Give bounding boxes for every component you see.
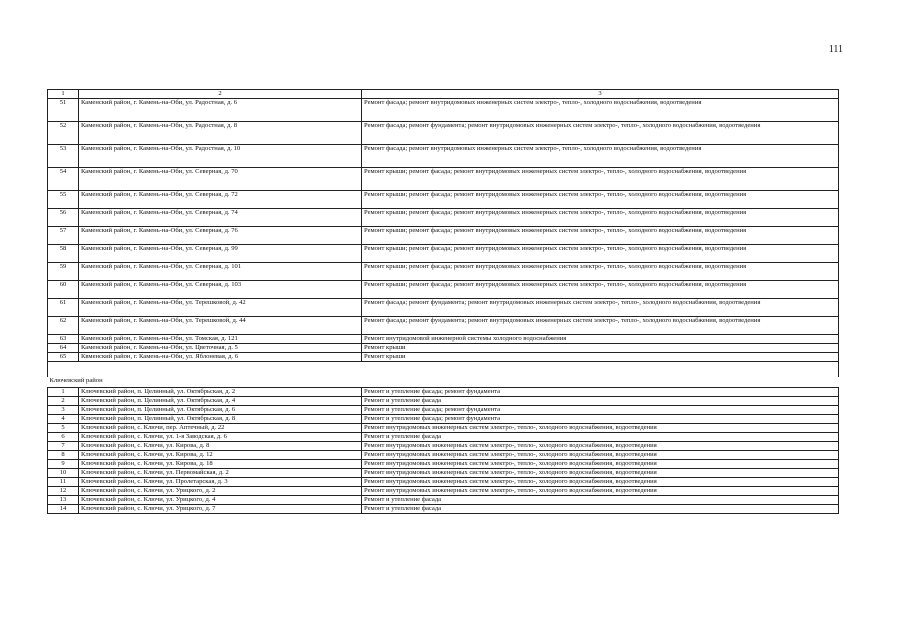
row-address: Ключевский район, с. Ключи, ул. Урицкого, д. 4 [79,496,362,505]
column-header-address: 2 [79,90,362,99]
row-works: Ремонт и утепление фасада; ремонт фундамента [362,388,839,397]
row-works: Ремонт фасада; ремонт внутридомовых инженерных систем электро-, тепло-, холодного водоснабжения, водоотведения [362,99,839,122]
row-works: Ремонт и утепление фасада [362,505,839,514]
row-address: Ключевский район, с. Ключи, ул. Первомайская, д. 2 [79,469,362,478]
table-row [48,505,839,514]
section-spacer-cell [48,362,839,378]
row-number: 51 [48,99,79,122]
row-address: Каменский район, г. Камень-на-Оби, ул. Северная, д. 99 [79,245,362,263]
section-heading-row [48,377,839,388]
table-row [48,281,839,299]
row-number: 4 [48,415,79,424]
row-number: 11 [48,478,79,487]
table-body [48,90,839,514]
row-address: Ключевский район, с. Ключи, ул. Кирова, д. 8 [79,442,362,451]
row-address: Ключевский район, с. Ключи, пер. Аптечный, д. 22 [79,424,362,433]
row-address: Квменский район, г. Камень-на-Оби, ул. Яблоневая, д. 6 [79,353,362,362]
row-number: 61 [48,299,79,317]
table-row [48,122,839,145]
row-works: Ремонт внутридомовых инженерных систем электро-, тепло-, холодного водоснабжения, водоотведения [362,487,839,496]
row-address: Каменский район, г. Камень-на-Оби, ул. Северная, д. 76 [79,227,362,245]
row-address: Каменский район, г. Камень-на-Оби, ул. Цветочная, д. 5 [79,344,362,353]
table-row [48,496,839,505]
row-number: 58 [48,245,79,263]
row-works: Ремонт внутридомовых инженерных систем электро-, тепло-, холодного водоснабжения, водоотведения [362,469,839,478]
row-works: Ремонт внутридомовых инженерных систем электро-, тепло-, холодного водоснабжения, водоотведения [362,478,839,487]
table-row [48,415,839,424]
row-number: 62 [48,317,79,335]
row-address: Ключевский район, п. Целинный, ул. Октябрьская, д. 2 [79,388,362,397]
row-works: Ремонт крыши; ремонт фасада; ремонт внутридомовых инженерных систем электро-, тепло-, холодного водоснабжения, водоотведения [362,209,839,227]
row-address: Ключевский район, с. Ключи, ул. Кирова, д. 12 [79,451,362,460]
table-row [48,245,839,263]
table-row [48,317,839,335]
table-row [48,442,839,451]
row-works: Ремонт крыши [362,353,839,362]
row-address: Ключевский район, с. Ключи, ул. Кирова, д. 18 [79,460,362,469]
table-row [48,487,839,496]
table-row [48,478,839,487]
row-number: 63 [48,335,79,344]
table-row [48,209,839,227]
table-row [48,145,839,168]
row-address: Каменский район, г. Камень-на-Оби, ул. Радостная, д. 8 [79,122,362,145]
row-address: Ключевский район, с. Ключи, ул. Урицкого, д. 7 [79,505,362,514]
column-header-number: 1 [48,90,79,99]
row-works: Ремонт и утепление фасада [362,496,839,505]
table-row [48,433,839,442]
row-works: Ремонт внутридомовых инженерных систем электро-, тепло-, холодного водоснабжения, водоотведения [362,451,839,460]
row-address: Ключевский район, с. Ключи, ул. Пролетарская, д. 3 [79,478,362,487]
row-number: 7 [48,442,79,451]
table-row [48,227,839,245]
row-address: Каменский район, г. Камень-на-Оби, ул. Радостная, д. 6 [79,99,362,122]
row-address: Ключевский район, п. Целинный, ул. Октябрьская, д. 8 [79,415,362,424]
row-address: Каменский район, г. Камень-на-Оби, ул. Томская, д. 121 [79,335,362,344]
repair-register-table [47,89,839,514]
row-works: Ремонт и утепление фасада; ремонт фундамента [362,406,839,415]
row-works: Ремонт крыши; ремонт фасада; ремонт внутридомовых инженерных систем электро-, тепло-, холодного водоснабжения, водоотведения [362,263,839,281]
table-row [48,406,839,415]
row-works: Ремонт крыши; ремонт фасада; ремонт внутридомовых инженерных систем электро-, тепло-, холодного водоснабжения, водоотведения [362,245,839,263]
table-row [48,388,839,397]
table-row [48,353,839,362]
row-address: Каменский район, г. Камень-на-Оби, ул. Северная, д. 70 [79,168,362,191]
table-row [48,397,839,406]
row-works: Ремонт крыши [362,344,839,353]
row-number: 14 [48,505,79,514]
page-number: 111 [828,44,843,55]
table-row [48,469,839,478]
table-row [48,424,839,433]
row-number: 57 [48,227,79,245]
row-works: Ремонт фасада; ремонт фундамента; ремонт внутридомовых инженерных систем электро-, тепло-, холодного водоснабжения, водоотведения [362,299,839,317]
table-header-row [48,90,839,99]
row-number: 59 [48,263,79,281]
row-address: Каменский район, г. Камень-на-Оби, ул. Радостная, д. 10 [79,145,362,168]
table-row [48,168,839,191]
row-works: Ремонт крыши; ремонт фасада; ремонт внутридомовых инженерных систем электро-, тепло-, холодного водоснабжения, водоотведения [362,191,839,209]
row-number: 53 [48,145,79,168]
row-number: 12 [48,487,79,496]
row-number: 13 [48,496,79,505]
section-heading: Ключевский район [48,377,839,388]
row-address: Каменский район, г. Камень-на-Оби, ул. Северная, д. 103 [79,281,362,299]
row-works: Ремонт внутридомовых инженерных систем электро-, тепло-, холодного водоснабжения, водоотведения [362,460,839,469]
row-number: 65 [48,353,79,362]
table-row [48,451,839,460]
row-number: 2 [48,397,79,406]
table-row [48,460,839,469]
row-works: Ремонт и утепление фасада [362,433,839,442]
row-number: 6 [48,433,79,442]
table-row [48,344,839,353]
row-number: 5 [48,424,79,433]
row-works: Ремонт крыши; ремонт фасада; ремонт внутридомовых инженерных систем электро-, тепло-, холодного водоснабжения, водоотведения [362,281,839,299]
row-address: Каменский район, г. Камень-на-Оби, ул. Терешковой, д. 42 [79,299,362,317]
row-works: Ремонт и утепление фасада; ремонт фундамента [362,415,839,424]
row-number: 55 [48,191,79,209]
row-works: Ремонт и утепление фасада [362,397,839,406]
row-works: Ремонт внутридомовых инженерных систем электро-, тепло-, холодного водоснабжения, водоотведения [362,442,839,451]
row-number: 8 [48,451,79,460]
row-works: Ремонт фасада; ремонт внутридомовых инженерных систем электро-, тепло-, холодного водоснабжения, водоотведения [362,145,839,168]
table-row [48,299,839,317]
row-number: 1 [48,388,79,397]
row-works: Ремонт внутридомовых инженерных систем электро-, тепло-, холодного водоснабжения, водоотведения [362,424,839,433]
row-number: 64 [48,344,79,353]
table-row [48,191,839,209]
row-works: Ремонт крыши; ремонт фасада; ремонт внутридомовых инженерных систем электро-, тепло-, холодного водоснабжения, водоотведения [362,227,839,245]
row-number: 60 [48,281,79,299]
row-number: 52 [48,122,79,145]
row-address: Ключевский район, п. Целинный, ул. Октябрьская, д. 4 [79,397,362,406]
row-number: 3 [48,406,79,415]
table-row [48,335,839,344]
row-address: Каменский район, г. Камень-на-Оби, ул. Северная, д. 72 [79,191,362,209]
row-number: 54 [48,168,79,191]
row-number: 56 [48,209,79,227]
table-row [48,263,839,281]
column-header-works: 3 [362,90,839,99]
row-address: Ключевский район, с. Ключи, ул. 1-я Заводская, д. 6 [79,433,362,442]
row-works: Ремонт крыши; ремонт фасада; ремонт внутридомовых инженерных систем электро-, тепло-, холодного водоснабжения, водоотведения [362,168,839,191]
row-address: Каменский район, г. Камень-на-Оби, ул. Терешковой, д. 44 [79,317,362,335]
row-address: Ключевский район, п. Целинный, ул. Октябрьская, д. 6 [79,406,362,415]
row-works: Ремонт фасада; ремонт фундамента; ремонт внутридомовых инженерных систем электро-, тепло-, холодного водоснабжения, водоотведения [362,317,839,335]
section-spacer [48,362,839,378]
row-address: Ключевский район, с. Ключи, ул. Урицкого, д. 2 [79,487,362,496]
row-number: 10 [48,469,79,478]
row-works: Ремонт внутридомовой инженерной системы холодного водоснабжения [362,335,839,344]
row-address: Каменский район, г. Камень-на-Оби, ул. Северная, д. 101 [79,263,362,281]
table-row [48,99,839,122]
row-works: Ремонт фасада; ремонт фундамента; ремонт внутридомовых инженерных систем электро-, тепло-, холодного водоснабжения, водоотведения [362,122,839,145]
row-number: 9 [48,460,79,469]
row-address: Каменский район, г. Камень-на-Оби, ул. Северная, д. 74 [79,209,362,227]
